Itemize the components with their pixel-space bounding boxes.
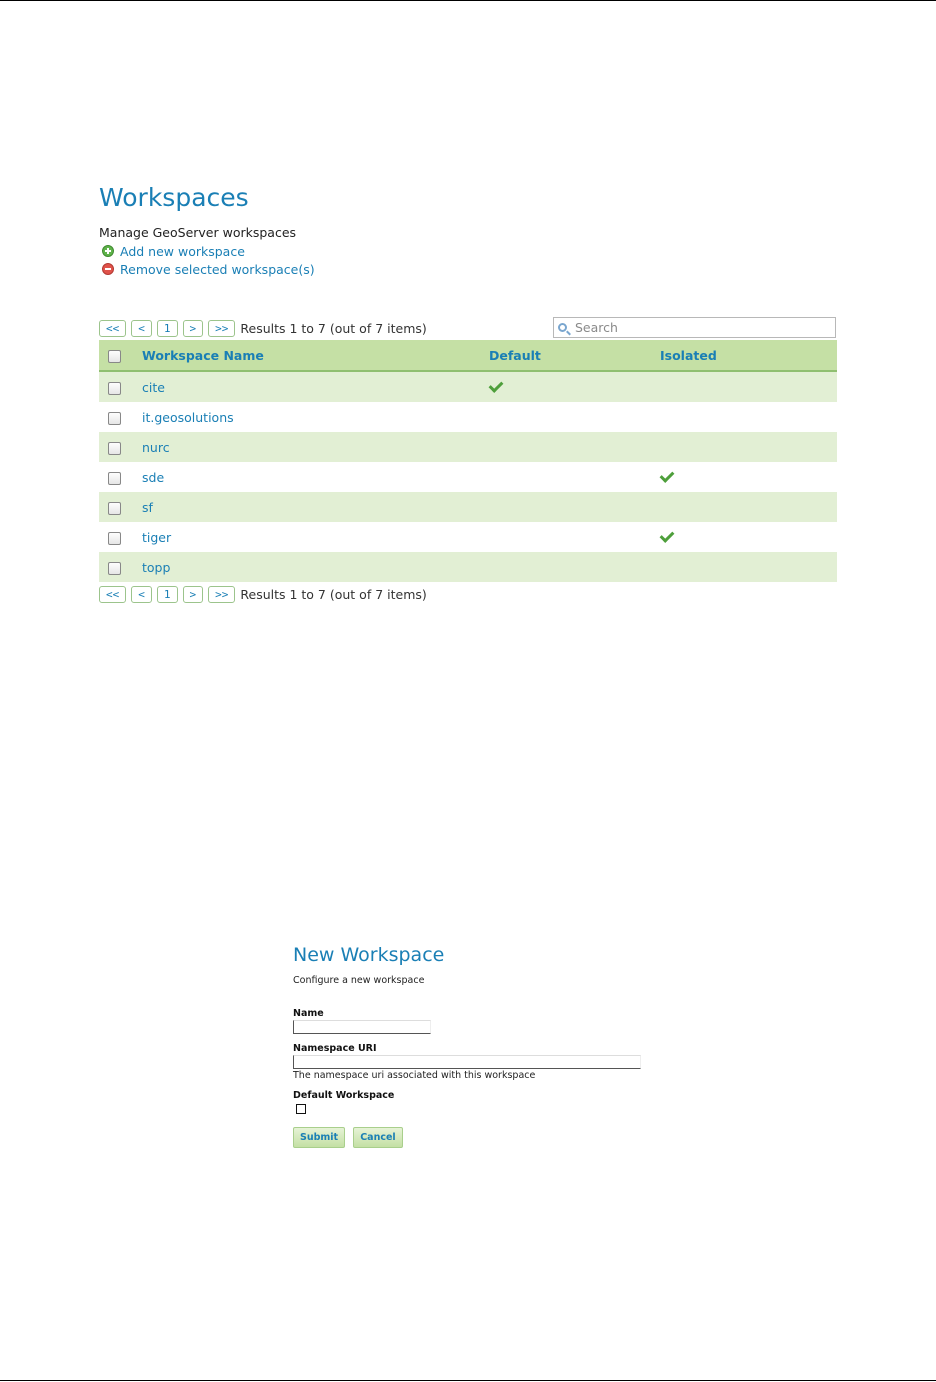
pager-page-button[interactable]: 1 bbox=[157, 586, 178, 603]
form-buttons bbox=[293, 1125, 653, 1148]
table-row bbox=[99, 522, 837, 552]
pager-last-button[interactable]: >> bbox=[208, 586, 235, 603]
pager-top bbox=[99, 318, 427, 338]
row-checkbox[interactable] bbox=[108, 412, 121, 425]
workspace-name-cell bbox=[142, 432, 489, 462]
isolated-cell bbox=[660, 371, 837, 402]
row-select-cell bbox=[99, 522, 142, 552]
page-title: Workspaces bbox=[99, 183, 249, 212]
table-row bbox=[99, 492, 837, 522]
namespace-uri-field[interactable] bbox=[293, 1055, 641, 1069]
isolated-cell bbox=[660, 462, 837, 492]
namespace-uri-label: Namespace URI bbox=[293, 1043, 377, 1054]
table-row bbox=[99, 432, 837, 462]
isolated-cell bbox=[660, 552, 837, 582]
table-body bbox=[99, 371, 837, 582]
default-cell bbox=[489, 462, 660, 492]
form-title: New Workspace bbox=[293, 944, 445, 966]
remove-workspace-link[interactable] bbox=[99, 260, 837, 278]
isolated-cell bbox=[660, 522, 837, 552]
isolated-cell bbox=[660, 492, 837, 522]
select-all-cell bbox=[99, 340, 142, 371]
column-header-name[interactable]: Workspace Name bbox=[142, 340, 489, 371]
checkmark-icon bbox=[660, 472, 674, 482]
select-all-checkbox[interactable] bbox=[108, 350, 121, 363]
search-icon bbox=[558, 323, 567, 332]
table-row bbox=[99, 371, 837, 402]
default-cell bbox=[489, 492, 660, 522]
pager-bottom bbox=[99, 584, 427, 604]
workspace-name-link[interactable]: topp bbox=[142, 559, 171, 575]
workspace-name-link[interactable]: nurc bbox=[142, 439, 170, 455]
page-description: Manage GeoServer workspaces bbox=[99, 225, 297, 240]
pager-next-button[interactable]: > bbox=[183, 320, 204, 337]
workspace-name-link[interactable]: sde bbox=[142, 469, 165, 485]
cancel-button[interactable]: Cancel bbox=[353, 1127, 402, 1148]
default-workspace-checkbox[interactable] bbox=[296, 1104, 306, 1114]
remove-icon bbox=[102, 263, 114, 275]
table-row bbox=[99, 552, 837, 582]
row-checkbox[interactable] bbox=[108, 562, 121, 575]
workspace-name-link[interactable]: it.geosolutions bbox=[142, 409, 234, 425]
row-select-cell bbox=[99, 402, 142, 432]
checkmark-icon bbox=[489, 382, 503, 392]
pager-last-button[interactable]: >> bbox=[208, 320, 235, 337]
pager-prev-button[interactable]: < bbox=[131, 320, 152, 337]
row-checkbox[interactable] bbox=[108, 502, 121, 515]
workspaces-table bbox=[99, 340, 837, 582]
bottom-rule bbox=[0, 1380, 936, 1381]
default-cell bbox=[489, 402, 660, 432]
default-cell bbox=[489, 522, 660, 552]
pager-page-button[interactable]: 1 bbox=[157, 320, 178, 337]
default-cell bbox=[489, 371, 660, 402]
search-input[interactable] bbox=[575, 320, 815, 335]
workspace-name-link[interactable]: cite bbox=[142, 379, 165, 395]
column-header-default[interactable]: Default bbox=[489, 340, 660, 371]
workspace-name-cell bbox=[142, 462, 489, 492]
workspace-name-link[interactable]: tiger bbox=[142, 529, 172, 545]
row-select-cell bbox=[99, 492, 142, 522]
workspaces-panel bbox=[99, 180, 837, 602]
row-select-cell bbox=[99, 432, 142, 462]
isolated-cell bbox=[660, 402, 837, 432]
isolated-cell bbox=[660, 432, 837, 462]
add-icon bbox=[102, 245, 114, 257]
submit-button[interactable]: Submit bbox=[293, 1127, 345, 1148]
name-label: Name bbox=[293, 1008, 324, 1019]
workspace-name-cell bbox=[142, 492, 489, 522]
workspace-name-cell bbox=[142, 522, 489, 552]
checkmark-icon bbox=[660, 532, 674, 542]
table-row bbox=[99, 402, 837, 432]
workspace-name-cell bbox=[142, 371, 489, 402]
workspace-name-cell bbox=[142, 402, 489, 432]
add-workspace-link[interactable] bbox=[99, 242, 837, 260]
row-checkbox[interactable] bbox=[108, 442, 121, 455]
table-row bbox=[99, 462, 837, 492]
default-workspace-label: Default Workspace bbox=[293, 1090, 395, 1101]
row-checkbox[interactable] bbox=[108, 382, 121, 395]
namespace-uri-hint: The namespace uri associated with this workspace bbox=[293, 1070, 536, 1081]
pager-prev-button[interactable]: < bbox=[131, 586, 152, 603]
pager-info: Results 1 to 7 (out of 7 items) bbox=[240, 586, 427, 602]
pager-info: Results 1 to 7 (out of 7 items) bbox=[240, 320, 427, 336]
row-select-cell bbox=[99, 462, 142, 492]
search-box[interactable] bbox=[553, 317, 836, 338]
row-select-cell bbox=[99, 552, 142, 582]
pager-next-button[interactable]: > bbox=[183, 586, 204, 603]
row-checkbox[interactable] bbox=[108, 532, 121, 545]
default-cell bbox=[489, 432, 660, 462]
column-header-isolated[interactable]: Isolated bbox=[660, 340, 837, 371]
name-field[interactable] bbox=[293, 1020, 431, 1034]
add-workspace-label: Add new workspace bbox=[120, 243, 245, 259]
form-description: Configure a new workspace bbox=[293, 975, 425, 986]
row-checkbox[interactable] bbox=[108, 472, 121, 485]
default-cell bbox=[489, 552, 660, 582]
workspace-name-link[interactable]: sf bbox=[142, 499, 153, 515]
top-rule bbox=[0, 0, 936, 1]
new-workspace-form bbox=[293, 942, 653, 1148]
pager-first-button[interactable]: << bbox=[99, 320, 126, 337]
pager-first-button[interactable]: << bbox=[99, 586, 126, 603]
row-select-cell bbox=[99, 371, 142, 402]
table-header-row bbox=[99, 340, 837, 371]
remove-workspace-label: Remove selected workspace(s) bbox=[120, 261, 315, 277]
workspace-name-cell bbox=[142, 552, 489, 582]
